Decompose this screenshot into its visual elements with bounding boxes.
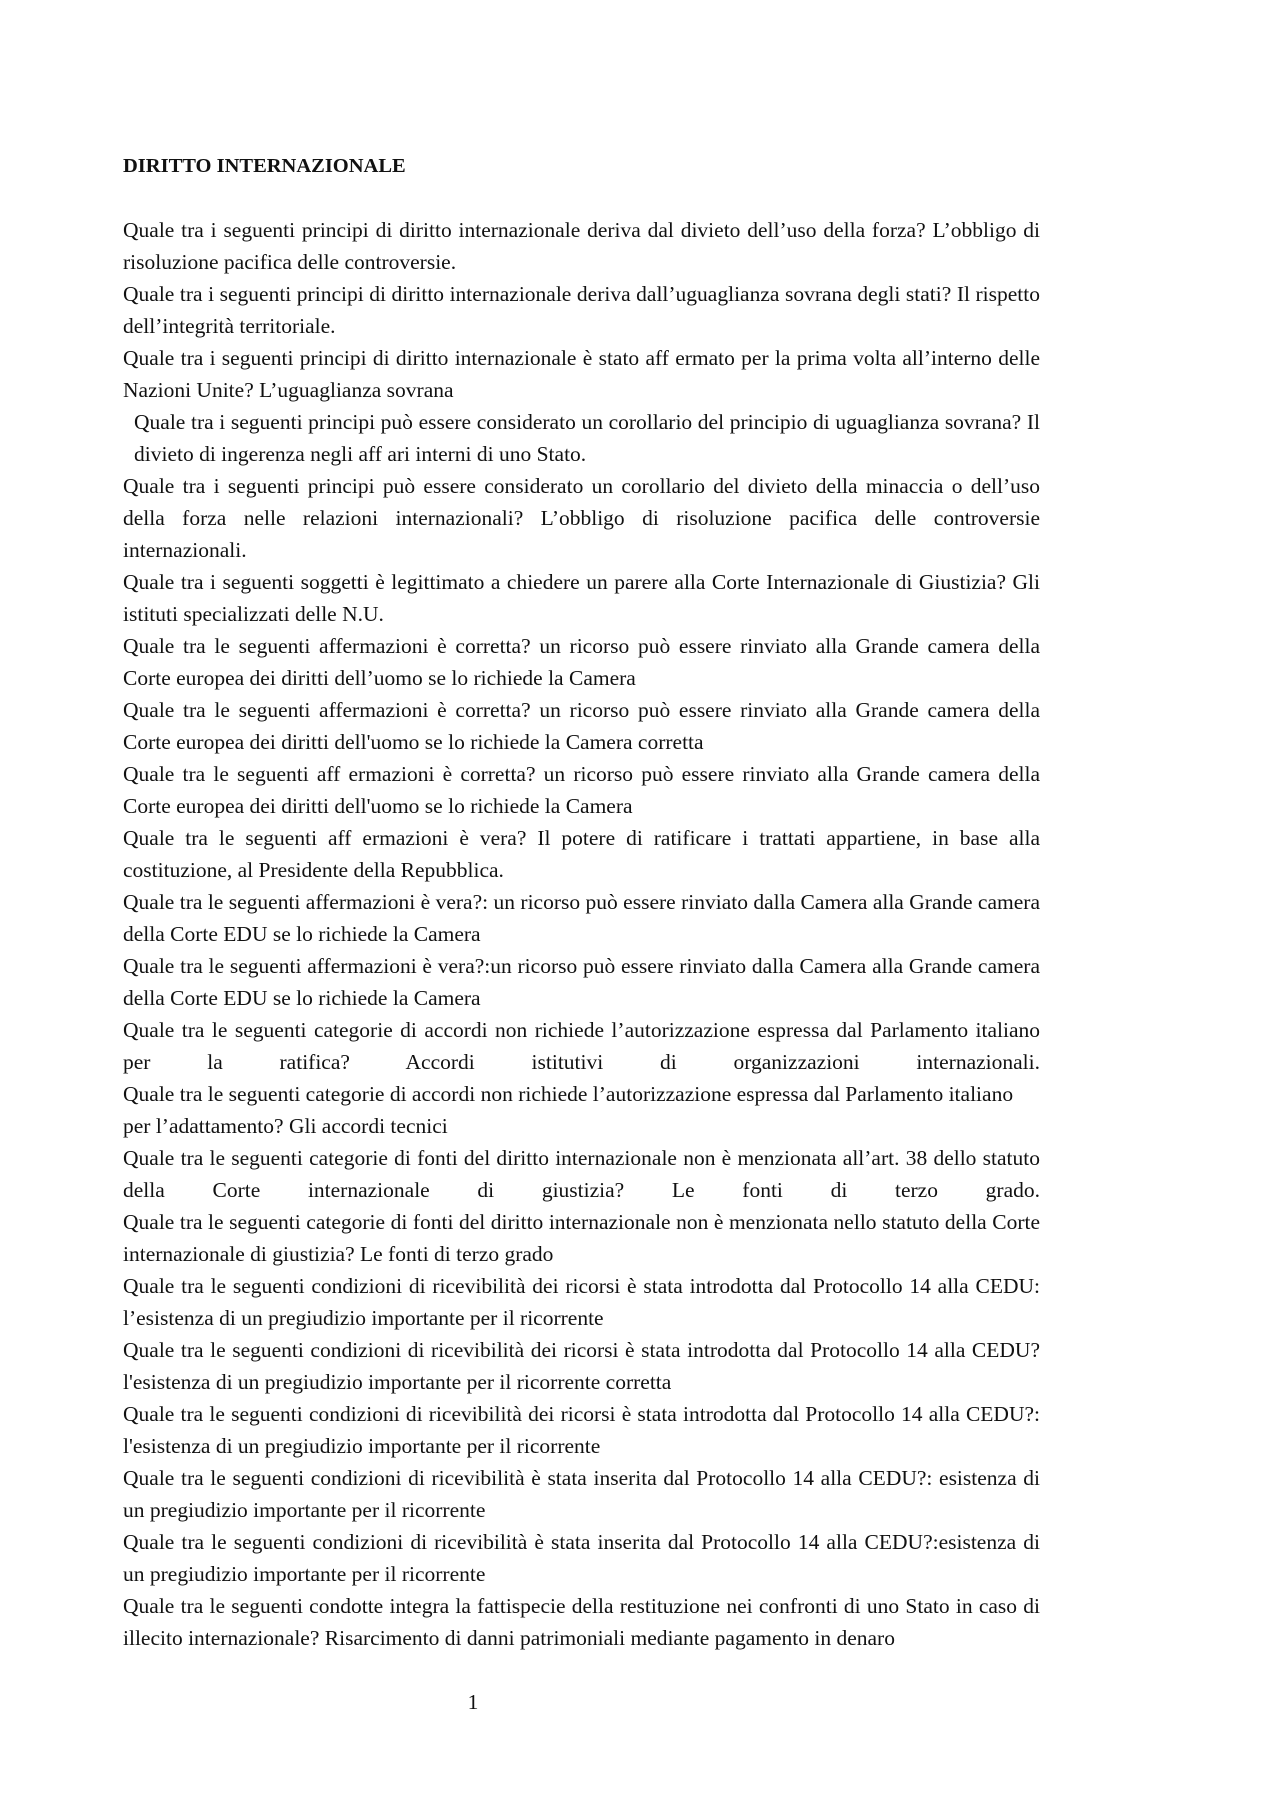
qa-entry: Quale tra i seguenti principi può essere considerato un corollario del divieto della minaccia o dell’uso della forza nelle relazioni internazionali? L’obbligo di risoluzione pacifica delle controversie internazionali. [123, 474, 1040, 562]
document-body [123, 150, 1040, 1654]
qa-entry: Quale tra le seguenti categorie di accordi non richiede l’autorizzazione espressa dal Parlamento italiano per la ratifica? Accordi istitutivi di organizzazioni internazionali. [123, 1018, 1040, 1074]
qa-entry: Quale tra i seguenti principi di diritto internazionale è stato aff ermato per la prima volta all’interno delle Nazioni Unite? L’uguaglianza sovrana [123, 346, 1040, 402]
qa-entry: Quale tra le seguenti affermazioni è corretta? un ricorso può essere rinviato alla Grande camera della Corte europea dei diritti dell’uomo se lo richiede la Camera [123, 634, 1040, 690]
qa-entry: Quale tra le seguenti categorie di fonti del diritto internazionale non è menzionata nello statuto della Corte internazionale di giustizia? Le fonti di terzo grado [123, 1210, 1040, 1266]
qa-entry: Quale tra i seguenti principi di diritto internazionale deriva dal divieto dell’uso della forza? L’obbligo di risoluzione pacifica delle controversie. [123, 218, 1040, 274]
qa-entry: Quale tra le seguenti condizioni di ricevibilità dei ricorsi è stata introdotta dal Protocollo 14 alla CEDU: l’esistenza di un pregiudizio importante per il ricorrente [123, 1274, 1040, 1330]
qa-entry: Quale tra le seguenti condizioni di ricevibilità dei ricorsi è stata introdotta dal Protocollo 14 alla CEDU?: l'esistenza di un pregiudizio importante per il ricorrente [123, 1402, 1040, 1458]
qa-entry: Quale tra le seguenti condotte integra la fattispecie della restituzione nei confronti di uno Stato in caso di illecito internazionale? Risarcimento di danni patrimoniali mediante pagamento in denaro [123, 1594, 1040, 1650]
qa-entry: Quale tra le seguenti categorie di fonti del diritto internazionale non è menzionata all’art. 38 dello statuto della Corte internazionale di giustizia? Le fonti di terzo grado. [123, 1146, 1040, 1202]
qa-entry: Quale tra i seguenti principi di diritto internazionale deriva dall’uguaglianza sovrana degli stati? Il rispetto dell’integrità territoriale. [123, 282, 1040, 338]
qa-entry: Quale tra i seguenti principi può essere considerato un corollario del principio di uguaglianza sovrana? Il divieto di ingerenza negli aff ari interni di uno Stato. [134, 410, 1040, 466]
qa-entry: Quale tra le seguenti aff ermazioni è vera? Il potere di ratificare i trattati appartiene, in base alla costituzione, al Presidente della Repubblica. [123, 826, 1040, 882]
document-title: DIRITTO INTERNAZIONALE [123, 155, 406, 177]
qa-entry: Quale tra le seguenti affermazioni è vera?:un ricorso può essere rinviato dalla Camera alla Grande camera della Corte EDU se lo richiede la Camera [123, 954, 1040, 1010]
qa-entry: Quale tra le seguenti affermazioni è corretta? un ricorso può essere rinviato alla Grande camera della Corte europea dei diritti dell'uomo se lo richiede la Camera corretta [123, 698, 1040, 754]
qa-entry: Quale tra le seguenti condizioni di ricevibilità è stata inserita dal Protocollo 14 alla CEDU?:esistenza di un pregiudizio importante per il ricorrente [123, 1530, 1040, 1586]
qa-entry: Quale tra le seguenti condizioni di ricevibilità è stata inserita dal Protocollo 14 alla CEDU?: esistenza di un pregiudizio importante per il ricorrente [123, 1466, 1040, 1522]
qa-entry: Quale tra le seguenti affermazioni è vera?: un ricorso può essere rinviato dalla Camera alla Grande camera della Corte EDU se lo richiede la Camera [123, 890, 1040, 946]
qa-entry: Quale tra le seguenti condizioni di ricevibilità dei ricorsi è stata introdotta dal Protocollo 14 alla CEDU? l'esistenza di un pregiudizio importante per il ricorrente corretta [123, 1338, 1040, 1394]
qa-entry: Quale tra le seguenti categorie di accordi non richiede l’autorizzazione espressa dal Parlamento italiano per l’adattamento? Gli accordi tecnici [123, 1082, 1014, 1138]
qa-entry: Quale tra i seguenti soggetti è legittimato a chiedere un parere alla Corte Internazionale di Giustizia? Gli istituti specializzati delle N.U. [123, 570, 1040, 626]
page-number: 1 [467, 1690, 479, 1714]
qa-entry: Quale tra le seguenti aff ermazioni è corretta? un ricorso può essere rinviato alla Grande camera della Corte europea dei diritti dell'uomo se lo richiede la Camera [123, 762, 1040, 818]
